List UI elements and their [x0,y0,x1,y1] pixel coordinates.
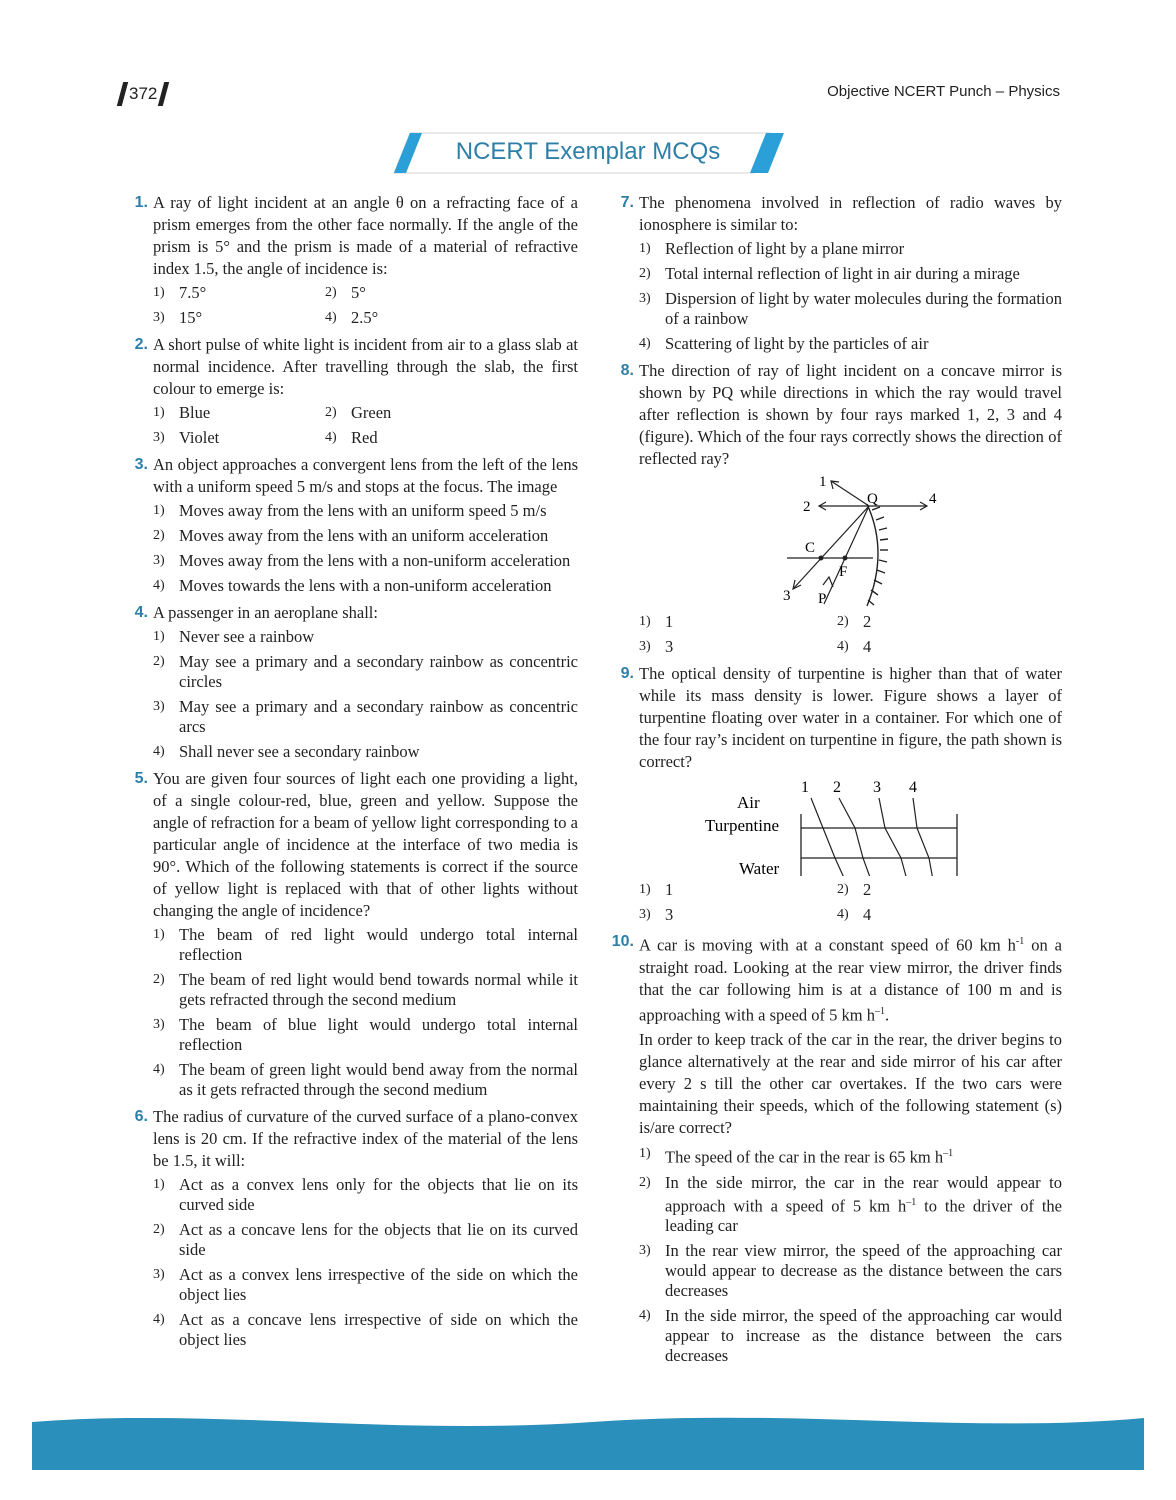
option-label: 1) [639,614,651,629]
page-number-bar-left [117,82,128,106]
option-label: 2) [153,528,165,543]
option-text: 4 [863,905,872,924]
option-label: 3) [639,907,651,922]
option-label: 2) [325,405,337,420]
option-4[interactable] [639,1306,1062,1366]
question-text-b: on a straight road. Looking at the rear view mirror, the driver finds that the car following him is at a distance of 100 m and is approaching with a speed of 5 km h [639,935,1062,1024]
question-number: 1. [134,194,148,211]
question-6 [120,1106,578,1350]
option-3[interactable] [639,289,1062,329]
option-1[interactable] [153,501,578,521]
options [153,925,578,1100]
label-ray-2: 2 [833,779,841,796]
option-label: 2) [639,1174,651,1190]
option-label: 4) [837,639,849,654]
option-text: 1 [665,612,674,631]
ray-3-path [879,798,907,876]
ray-2-path [839,798,871,876]
options [639,1144,1062,1366]
option-label: 4) [153,578,165,593]
option-label: 1) [639,882,651,897]
question-number: 5. [134,770,148,787]
option-label: 3) [153,1267,165,1282]
options [153,1175,578,1350]
option-1[interactable] [639,1144,1062,1168]
option-4[interactable] [639,334,1062,354]
option-label: 3) [153,1017,165,1032]
question-5 [120,768,578,1100]
ray-1-path [811,798,845,876]
option-text: Dispersion of light by water molecules during the formation of a rainbow [665,289,1062,328]
question-text: The phenomena involved in reflection of radio waves by ionosphere is similar to: [639,193,1062,234]
option-label: 2) [639,266,651,281]
question-paragraph: In order to keep track of the car in the rear, the driver begins to glance alternatively at the rear and side mirror of his car after every 2 s till the other car overtakes. If the two cars were maintaining their speeds, which of the following statement (s) is/are correct? [639,1030,1062,1137]
question-10 [606,931,1062,1366]
option-label: 2) [153,1222,165,1237]
option-label: 4) [153,1312,165,1327]
option-1[interactable] [153,925,578,965]
question-7 [606,192,1062,354]
right-column [606,192,1062,1372]
footer-wave [32,1410,1144,1470]
question-text: The optical density of turpentine is higher than that of water while its mass density is lower. Figure shows a layer of turpentine floating over water in a container. For which one of the four ray’s incident on turpentine in figure, the path shown is correct? [639,664,1062,771]
option-label: 3) [153,553,165,568]
option-label: 1) [153,927,165,942]
question-number: 2. [134,336,148,353]
option-label: 1) [153,285,165,300]
option-4[interactable] [325,428,475,448]
option-text: The beam of red light would undergo total internal reflection [179,925,578,964]
option-4[interactable] [837,905,987,925]
option-text: Moves away from the lens with an uniform acceleration [179,526,549,545]
option-text: May see a primary and a secondary rainbow as concentric arcs [179,697,578,736]
point-f-dot [843,556,848,561]
option-3[interactable] [153,428,325,448]
option-2[interactable] [837,880,987,900]
option-text: 5° [351,283,366,302]
question-number: 4. [134,604,148,621]
option-label: 2) [837,882,849,897]
option-label: 2) [325,285,337,300]
question-text-a: A car is moving with at a constant speed of 60 km h [639,935,1016,955]
options [639,612,1062,657]
option-text: Act as a concave lens irrespective of side on which the object lies [179,1310,578,1349]
label-ray-2: 2 [803,499,811,515]
option-label: 2) [153,972,165,987]
option-label: 3) [639,639,651,654]
question-number: 8. [620,362,634,379]
point-c-dot [819,556,824,561]
options [153,501,578,596]
option-text: Violet [179,428,220,447]
question-text: An object approaches a convergent lens from the left of the lens with a uniform speed 5 m/s and stops at the focus. The image [153,455,578,496]
option-4[interactable] [153,1310,578,1350]
option-text: The beam of green light would bend away from the normal as it gets refracted through the second medium [179,1060,578,1099]
label-ray-4: 4 [909,779,917,796]
option-label: 3) [153,699,165,714]
option-text: Act as a convex lens irrespective of the side on which the object lies [179,1265,578,1304]
option-label: 3) [153,430,165,445]
superscript: –1 [906,1196,917,1208]
option-2[interactable] [153,526,578,546]
superscript: -1 [1015,936,1025,947]
option-2[interactable] [153,970,578,1010]
running-head: Objective NCERT Punch – Physics [827,83,1060,100]
option-label: 4) [639,336,651,351]
label-ray-1: 1 [801,779,809,796]
banner-title: NCERT Exemplar MCQs [455,138,721,165]
question-4 [120,602,578,762]
option-label: 4) [325,430,337,445]
option-label: 1) [639,1146,651,1161]
option-text-rest: to the driver of the leading car [665,1196,1062,1235]
option-3[interactable] [639,637,837,657]
label-point-q: Q [867,491,878,507]
option-text: The speed of the car in the rear is 65 km h [665,1147,944,1167]
option-text: 7.5° [179,283,207,302]
concave-mirror-figure [749,474,949,612]
question-text: A ray of light incident at an angle θ on a refracting face of a prism emerges from the other face normally. If the angle of the prism is 5° and the prism is made of a material of refractive index 1.5, the angle of incidence is: [153,193,578,278]
option-1[interactable] [153,283,325,303]
options [639,880,1062,925]
option-2[interactable] [639,1173,1062,1237]
arrow-p [823,577,833,587]
option-4[interactable] [153,576,578,596]
question-number: 7. [620,194,634,211]
option-text: 2 [863,880,872,899]
question-number: 3. [134,456,148,473]
option-text: Green [351,403,392,422]
option-label: 2) [837,614,849,629]
label-ray-1: 1 [819,474,827,490]
option-2[interactable] [153,1220,578,1260]
option-text: Shall never see a secondary rainbow [179,742,420,761]
option-4[interactable] [837,637,987,657]
option-3[interactable] [153,308,325,328]
option-3[interactable] [153,697,578,737]
option-text: The beam of blue light would undergo total internal reflection [179,1015,578,1054]
option-text: The beam of red light would bend towards normal while it gets refracted through the second medium [179,970,578,1009]
option-3[interactable] [153,551,578,571]
option-text: Red [351,428,378,447]
question-text: A passenger in an aeroplane shall: [153,603,378,622]
label-point-p: P [818,591,827,607]
label-ray-3: 3 [783,588,791,604]
option-text: In the side mirror, the speed of the approaching car would appear to increase as the distance between the cars decreases [665,1306,1062,1365]
option-label: 4) [153,744,165,759]
question-8 [606,360,1062,657]
option-1[interactable] [639,239,1062,259]
option-1[interactable] [639,612,837,632]
options [153,627,578,762]
question-number: 9. [620,665,634,682]
superscript: –1 [943,1148,954,1159]
option-2[interactable] [639,264,1062,284]
question-text: You are given four sources of light each one providing a light, of a single colour-red, blue, green and yellow. Suppose the angle of refraction for a beam of yellow light corresponding to a particular angle of incidence at the interface of two media is 90°. Which of the following statements is correct if the source of yellow light is replaced with that of other lights without changing the angle of incidence? [153,769,578,920]
option-text: 3 [665,905,674,924]
option-label: 1) [153,503,165,518]
page-number-text: 372 [129,84,158,103]
option-1[interactable] [153,403,325,423]
question-text: A short pulse of white light is incident from air to a glass slab at normal incidence. After travelling through the slab, the first colour to emerge is: [153,335,578,398]
option-label: 2) [153,654,165,669]
option-text: Never see a rainbow [179,627,315,646]
option-text: Moves towards the lens with a non-uniform acceleration [179,576,552,595]
option-text: Reflection of light by a plane mirror [665,239,905,258]
question-number: 6. [134,1108,148,1125]
question-text-c: . [884,1005,890,1024]
label-ray-3: 3 [873,779,881,796]
option-label: 1) [639,241,651,256]
question-2 [120,334,578,448]
option-text: Blue [179,403,211,422]
option-text: Moves away from the lens with an uniform speed 5 m/s [179,501,547,520]
section-banner [392,130,784,176]
option-4[interactable] [325,308,475,328]
ray-4-path [913,798,933,876]
option-label: 1) [153,405,165,420]
label-point-c: C [805,540,816,556]
option-text: May see a primary and a secondary rainbow as concentric circles [179,652,578,691]
options [639,239,1062,354]
option-text: 3 [665,637,674,656]
question-text [639,931,1062,1026]
option-3[interactable] [153,1265,578,1305]
option-1[interactable] [153,627,578,647]
page-number-bar-right [158,82,169,106]
options [153,283,578,328]
option-text: 2.5° [351,308,379,327]
option-label: 3) [639,291,651,306]
turpentine-figure [705,776,975,876]
concave-mirror [867,504,888,606]
question-text: The radius of curvature of the curved surface of a plano-convex lens is 20 cm. If the refractive index of the material of the lens be 1.5, it will: [153,1107,578,1170]
label-air: Air [737,793,760,812]
option-text: In the side mirror, the car in the rear would appear to approach with a speed of 5 km h [665,1172,1062,1215]
option-1[interactable] [639,880,837,900]
option-3[interactable] [639,905,837,925]
option-4[interactable] [153,1060,578,1100]
option-text: 4 [863,637,872,656]
incident-ray-pq [824,506,869,604]
option-label: 4) [325,310,337,325]
option-2[interactable] [153,652,578,692]
option-label: 1) [153,1177,165,1192]
option-2[interactable] [837,612,987,632]
question-text: The direction of ray of light incident on a concave mirror is shown by PQ while directions in which the ray would travel after reflection is shown by four rays marked 1, 2, 3 and 4 (figure). Which of the four rays correctly shows the direction of reflected ray? [639,361,1062,468]
option-2[interactable] [325,403,475,423]
label-water: Water [739,859,780,876]
option-text: Total internal reflection of light in air during a mirage [665,264,1020,283]
option-4[interactable] [153,742,578,762]
question-3 [120,454,578,596]
page-number [116,82,170,106]
container [801,814,957,876]
option-label: 3) [639,1243,651,1258]
option-label: 4) [153,1062,165,1077]
option-text: Act as a convex lens only for the objects that lie on its curved side [179,1175,578,1214]
option-2[interactable] [325,283,475,303]
option-label: 1) [153,629,165,644]
question-9 [606,663,1062,925]
option-text: Act as a concave lens for the objects that lie on its curved side [179,1220,578,1259]
option-text: Moves away from the lens with a non-uniform acceleration [179,551,571,570]
label-ray-4: 4 [929,491,937,507]
option-3[interactable] [153,1015,578,1055]
rays [811,798,933,876]
label-turpentine: Turpentine [705,816,779,835]
question-number: 10. [611,933,634,950]
left-column [120,192,578,1356]
options [153,403,578,448]
option-label: 4) [639,1308,651,1323]
option-3[interactable] [639,1241,1062,1301]
superscript: –1 [874,1005,885,1017]
option-text: Scattering of light by the particles of air [665,334,929,353]
option-text: 15° [179,308,203,327]
option-text: 1 [665,880,674,899]
option-1[interactable] [153,1175,578,1215]
option-text: 2 [863,612,872,631]
ray-1 [831,481,869,506]
label-point-f: F [839,564,848,580]
option-label: 3) [153,310,165,325]
question-1 [120,192,578,328]
option-text: In the rear view mirror, the speed of the approaching car would appear to decrease as the distance between the cars decreases [665,1241,1062,1300]
option-label: 4) [837,907,849,922]
